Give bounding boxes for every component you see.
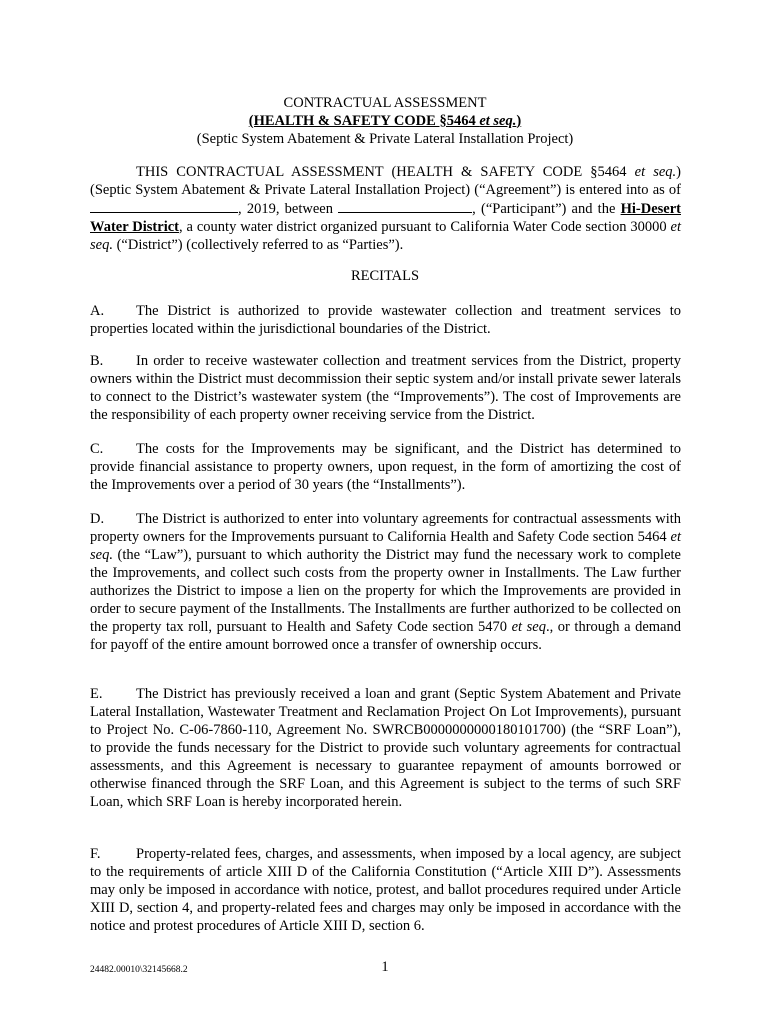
intro-text-1: THIS CONTRACTUAL ASSESSMENT (HEALTH & SAFETY CODE §5464	[136, 164, 635, 180]
recital-a-label: A.	[90, 303, 105, 319]
subtitle-code-text: (HEALTH & SAFETY CODE §5464	[248, 113, 480, 129]
intro-text-5: , a county water district organized pursuant to California Water Code section 30000	[179, 219, 671, 235]
subtitle-code-end: )	[516, 113, 522, 129]
recital-d-italic-1: et seq.	[90, 529, 681, 563]
recital-d	[90, 510, 681, 654]
intro-text-6: (“District”) (collectively referred to as “Parties”).	[112, 237, 404, 253]
subtitle-code-italic: et seq.	[479, 113, 517, 129]
recital-f-text: Property-related fees, charges, and assessments, when imposed by a local agency, are subject to the requirements of article XIII D of the California Constitution (“Article XIII D”). Assessments may only be imposed in accordance with notice, protest, and ballot procedures required under Article XIII D, section 4, and property-related fees and charges may only be imposed in accordance with the notice and protest procedures of Article XIII D, section 6.	[90, 846, 681, 934]
recital-b	[90, 352, 681, 424]
recital-e	[90, 685, 681, 811]
recital-c-label: C.	[90, 441, 104, 457]
recital-c-text: The costs for the Improvements may be significant, and the District has determined to provide financial assistance to property owners, upon request, in the form of amortizing the cost of the Improvements over a period of 30 years (the “Installments”).	[90, 441, 681, 493]
recital-f-label: F.	[90, 846, 101, 862]
recital-c	[90, 440, 681, 494]
recital-a	[90, 302, 681, 338]
recital-d-label: D.	[90, 511, 105, 527]
recital-d-text-3: ., or through a demand for payoff of the entire amount borrowed once a transfer of ownership occurs.	[90, 619, 681, 653]
document-title: CONTRACTUAL ASSESSMENT	[283, 95, 487, 111]
recital-d-italic-2: et seq	[511, 619, 546, 635]
intro-italic-2: et seq.	[90, 219, 681, 253]
recital-b-text: In order to receive wastewater collection and treatment services from the District, property owners within the District must decommission their septic system and/or install private sewer laterals to connect to the District’s wastewater system (the “Improvements”). The cost of Improvements are the responsibility of each property owner receiving service from the District.	[90, 353, 681, 423]
intro-text-3: , 2019, between	[238, 201, 339, 217]
page-number: 1	[381, 959, 389, 975]
intro-text-2: ) (Septic System Abatement & Private Lateral Installation Project) (“Agreement”) is entered into as of	[90, 164, 681, 198]
recital-e-label: E.	[90, 686, 103, 702]
document-id: 24482.00010\32145668.2	[90, 965, 188, 975]
recital-d-text-1: The District is authorized to enter into voluntary agreements for contractual assessments with property owners for the Improvements pursuant to California Health and Safety Code section 5464	[90, 511, 681, 545]
recital-b-label: B.	[90, 353, 104, 369]
recital-d-text-2: (the “Law”), pursuant to which authority the District may fund the necessary work to complete the Improvements, and collect such costs from the property owner in Installments. The Law further authorizes the District to impose a lien on the property for which the Improvements are provided in order to secure payment of the Installments. The Installments are further authorized to be collected on the property tax roll, pursuant to Health and Safety Code section 5470	[90, 547, 681, 635]
recitals-heading: RECITALS	[350, 268, 420, 284]
participant-blank-field[interactable]	[338, 199, 472, 213]
document-subtitle-code	[0, 112, 770, 130]
intro-paragraph	[90, 163, 681, 254]
recital-e-text: The District has previously received a loan and grant (Septic System Abatement and Private Lateral Installation, Wastewater Treatment and Reclamation Project On Lot Improvements), pursuant to Project No. C-06-7860-110, Agreement No. SWRCB0000000000180101700) (the “SRF Loan”), to provide the funds necessary for the District to provide such voluntary agreements for contractual assessments, and this Agreement is necessary to guarantee repayment of amounts borrowed or otherwise financed through the SRF Loan, and this Agreement is subject to the terms of such SRF Loan, which SRF Loan is hereby incorporated herein.	[90, 686, 681, 810]
recital-a-text: The District is authorized to provide wastewater collection and treatment services to properties located within the jurisdictional boundaries of the District.	[90, 303, 681, 337]
intro-text-4: , (“Participant”) and the	[472, 201, 621, 217]
recital-f	[90, 845, 681, 935]
date-blank-field[interactable]	[90, 199, 238, 213]
district-name: Hi-Desert Water District	[90, 201, 681, 235]
intro-italic-1: et seq.	[634, 164, 677, 180]
document-subtitle-project: (Septic System Abatement & Private Lateral Installation Project)	[196, 131, 574, 147]
